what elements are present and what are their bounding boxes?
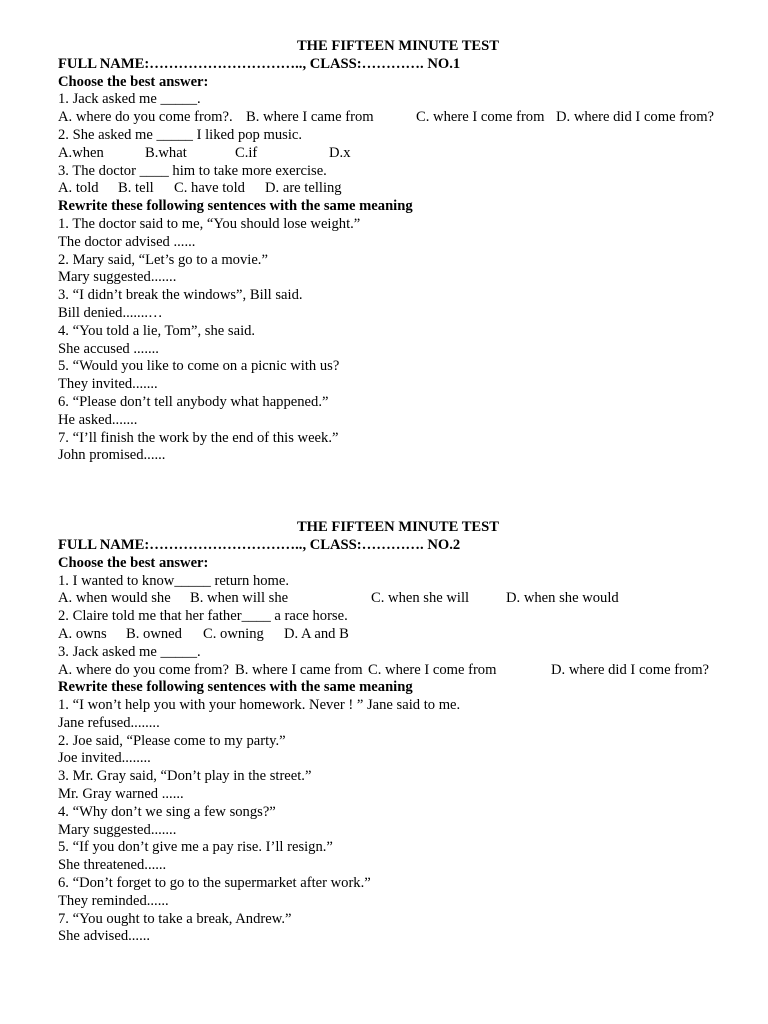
option-d: D. where did I come from? [556,109,715,126]
option-d: D. are telling [265,180,342,197]
question-stem: 2. Claire told me that her father____ a race horse. [58,608,348,625]
section-heading-rewrite: Rewrite these following sentences with the same meaning [58,679,413,696]
option-a: A. told [58,180,99,197]
option-b: B. tell [118,180,154,197]
rewrite-answer: Joe invited........ [58,750,151,767]
rewrite-answer: She accused ....... [58,340,159,357]
option-a: A. where do you come from?. [58,109,233,126]
option-c: C.if [235,144,258,161]
document-page [58,38,738,946]
option-c: C. have told [174,180,245,197]
rewrite-item: 5. “If you don’t give me a pay rise. I’ll resign.” [58,839,333,856]
option-d: D.x [329,144,351,161]
option-a: A. when would she [58,590,171,607]
option-b: B.what [145,144,187,161]
rewrite-item: 6. “Don’t forget to go to the supermarket after work.” [58,875,371,892]
question-stem: 1. I wanted to know_____ return home. [58,572,290,589]
rewrite-answer: He asked....... [58,411,138,428]
rewrite-item: 1. The doctor said to me, “You should lose weight.” [58,215,361,232]
option-a: A.when [58,144,104,161]
rewrite-item: 5. “Would you like to come on a picnic with us? [58,358,340,375]
student-info-line: FULL NAME:………………………….., CLASS:…………. NO.2 [58,536,461,553]
student-info-line: FULL NAME:………………………….., CLASS:…………. NO.1 [58,55,461,72]
section-heading-choose: Choose the best answer: [58,554,209,571]
answer-options [58,662,738,680]
option-c: C. owning [203,625,264,642]
rewrite-answer: Mr. Gray warned ...... [58,786,184,803]
section-heading-rewrite: Rewrite these following sentences with the same meaning [58,198,413,215]
question-stem: 3. Jack asked me _____. [58,643,201,660]
question-stem: 2. She asked me _____ I liked pop music. [58,126,303,143]
option-b: B. when will she [190,590,289,607]
rewrite-answer: Mary suggested....... [58,821,177,838]
option-a: A. where do you come from? [58,661,230,678]
option-b: B. where I came from [246,109,374,126]
option-d: D. when she would [506,590,619,607]
answer-options [58,626,738,644]
rewrite-answer: They reminded...... [58,892,169,909]
question-stem: 3. The doctor ____ him to take more exercise. [58,162,327,179]
rewrite-answer: The doctor advised ...... [58,233,196,250]
rewrite-answer: They invited....... [58,376,158,393]
rewrite-item: 6. “Please don’t tell anybody what happened.” [58,393,329,410]
answer-options [58,590,738,608]
answer-options [58,180,738,198]
rewrite-answer: Jane refused........ [58,714,160,731]
option-b: B. where I came from [235,661,363,678]
section-heading-choose: Choose the best answer: [58,73,209,90]
rewrite-answer: She advised...... [58,928,151,945]
rewrite-item: 1. “I won’t help you with your homework. Never ! ” Jane said to me. [58,697,461,714]
rewrite-item: 7. “You ought to take a break, Andrew.” [58,910,292,927]
option-c: C. where I come from [416,109,545,126]
rewrite-answer: Mary suggested....... [58,269,177,286]
answer-options [58,145,738,163]
answer-options [58,109,738,127]
test-title: THE FIFTEEN MINUTE TEST [296,519,500,536]
option-b: B. owned [126,625,182,642]
option-d: D. A and B [284,625,349,642]
option-d: D. where did I come from? [551,661,710,678]
rewrite-item: 3. “I didn’t break the windows”, Bill said. [58,287,303,304]
rewrite-item: 2. Mary said, “Let’s go to a movie.” [58,251,268,268]
rewrite-item: 3. Mr. Gray said, “Don’t play in the street.” [58,768,312,785]
rewrite-item: 7. “I’ll finish the work by the end of this week.” [58,429,339,446]
option-c: C. where I come from [368,661,497,678]
option-c: C. when she will [371,590,470,607]
rewrite-answer: Bill denied.......… [58,304,163,321]
test-title: THE FIFTEEN MINUTE TEST [296,38,500,54]
rewrite-item: 2. Joe said, “Please come to my party.” [58,732,286,749]
rewrite-answer: She threatened...... [58,857,167,874]
test-no1 [58,38,738,465]
rewrite-answer: John promised...... [58,447,166,464]
option-a: A. owns [58,625,107,642]
test-no2 [58,519,738,946]
rewrite-item: 4. “Why don’t we sing a few songs?” [58,803,276,820]
rewrite-item: 4. “You told a lie, Tom”, she said. [58,322,256,339]
question-stem: 1. Jack asked me _____. [58,91,201,108]
